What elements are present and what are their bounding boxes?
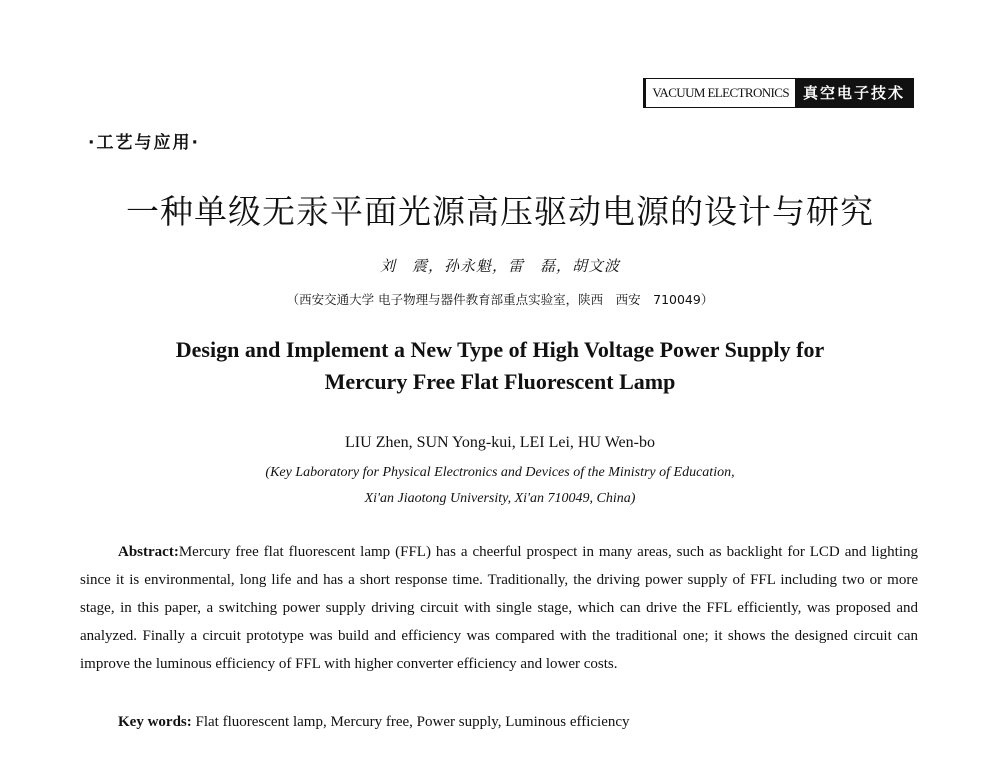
journal-name-cn: 真空电子技术 xyxy=(795,79,913,107)
keywords-line xyxy=(118,708,918,736)
authors-chinese: 刘 震，孙永魁，雷 磊，胡文波 xyxy=(379,257,620,275)
title-english-line1: Design and Implement a New Type of High Voltage Power Supply for xyxy=(175,337,825,362)
keywords-text: Flat fluorescent lamp, Mercury free, Power supply, Luminous efficiency xyxy=(195,714,630,730)
abstract-paragraph xyxy=(80,538,918,678)
title-chinese: 一种单级无汞平面光源高压驱动电源的设计与研究 xyxy=(126,192,874,231)
keywords-label: Key words: xyxy=(118,714,192,730)
affiliation-english-line2: Xi'an Jiaotong University, Xi'an 710049, China) xyxy=(364,491,636,506)
journal-banner xyxy=(643,78,914,108)
affiliation-english-line1: (Key Laboratory for Physical Electronics and Devices of the Ministry of Education, xyxy=(265,465,735,480)
journal-name-en: VACUUM ELECTRONICS xyxy=(644,79,795,107)
section-tag: ·工艺与应用· xyxy=(88,133,200,153)
affiliation-chinese: （西安交通大学 电子物理与器件教育部重点实验室，陕西 西安 710049） xyxy=(286,292,714,307)
abstract-label: Abstract: xyxy=(118,544,179,560)
abstract-text: Mercury free flat fluorescent lamp (FFL) has a cheerful prospect in many areas, such as backlight for LCD and lighting since it is environmental, long life and has a short response time. Traditionally, the driving power supply of FFL including two or more stage, in this paper, a switching power supply driving circuit with single stage, which can drive the FFL efficiently, was proposed and analyzed. Finally a circuit prototype was build and efficiency was compared with the traditional one; it shows the designed circuit can improve the luminous efficiency of FFL with higher converter efficiency and lower costs. xyxy=(80,544,918,672)
authors-english: LIU Zhen, SUN Yong-kui, LEI Lei, HU Wen-bo xyxy=(345,434,655,451)
affiliation-english xyxy=(0,460,1000,512)
title-english xyxy=(0,334,1000,398)
title-english-line2: Mercury Free Flat Fluorescent Lamp xyxy=(324,369,676,394)
